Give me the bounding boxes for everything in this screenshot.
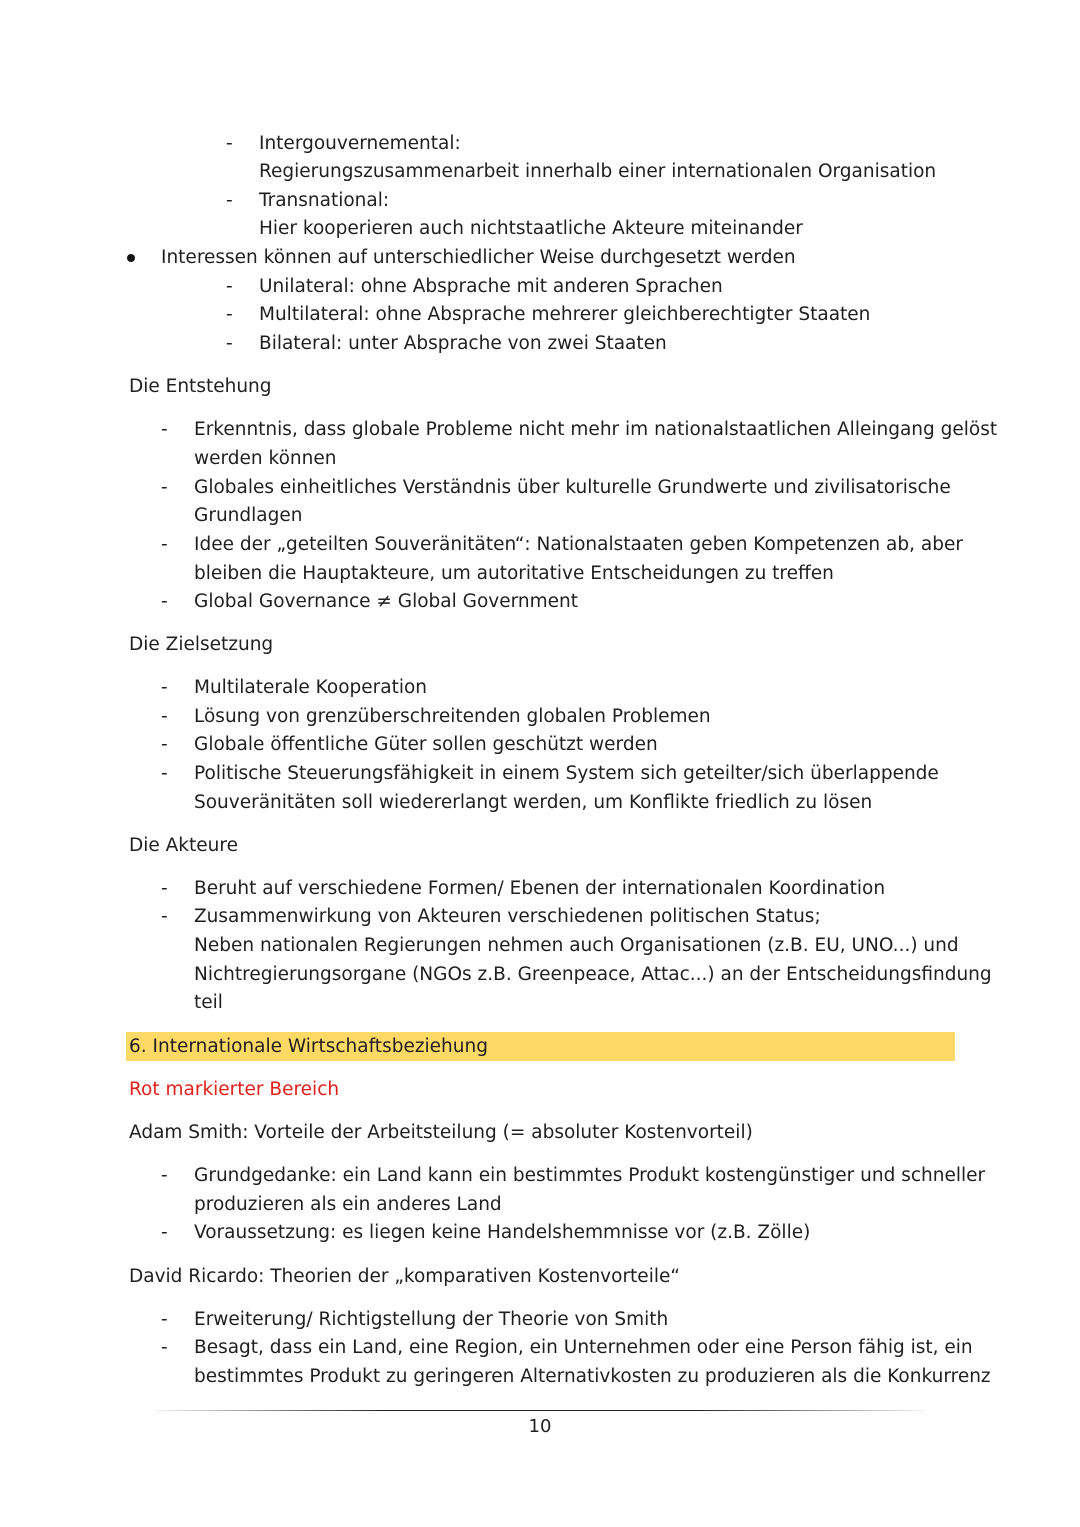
dash: -: [161, 706, 168, 727]
dash: -: [226, 276, 233, 297]
entstehung-item2-line1: Globales einheitliches Verständnis über kulturelle Grundwerte und zivilisatorische: [194, 477, 951, 498]
zielsetzung-item4-line2: Souveränitäten soll wiedererlangt werden, um Konflikte friedlich zu lösen: [194, 792, 873, 813]
dash: -: [161, 591, 168, 612]
ricardo-item2-line2: bestimmtes Produkt zu geringeren Alternativkosten zu produzieren als die Konkurrenz: [194, 1366, 991, 1387]
smith-heading: Adam Smith: Vorteile der Arbeitsteilung (= absoluter Kostenvorteil): [129, 1122, 753, 1143]
bilateral-item: Bilateral: unter Absprache von zwei Staaten: [259, 333, 667, 354]
dash: -: [161, 1309, 168, 1330]
dash: -: [226, 133, 233, 154]
multilateral-item: Multilateral: ohne Absprache mehrerer gleichberechtigter Staaten: [259, 304, 871, 325]
dash: -: [226, 190, 233, 211]
smith-item1-line1: Grundgedanke: ein Land kann ein bestimmtes Produkt kostengünstiger und schneller: [194, 1165, 986, 1186]
heading-akteure: Die Akteure: [129, 835, 238, 856]
entstehung-item3-line1: Idee der „geteilten Souveränitäten“: Nationalstaaten geben Kompetenzen ab, aber: [194, 534, 963, 555]
smith-item1-line2: produzieren als ein anderes Land: [194, 1194, 502, 1215]
dash: -: [161, 878, 168, 899]
entstehung-item2-line2: Grundlagen: [194, 505, 303, 526]
dash: -: [161, 1337, 168, 1358]
ricardo-heading: David Ricardo: Theorien der „komparativen Kostenvorteile“: [129, 1266, 680, 1287]
akteure-item2-line4: teil: [194, 992, 223, 1013]
dash: -: [161, 906, 168, 927]
dash: -: [161, 477, 168, 498]
red-note: Rot markierter Bereich: [129, 1079, 340, 1100]
ricardo-item2-line1: Besagt, dass ein Land, eine Region, ein Unternehmen oder eine Person fähig ist, ein: [194, 1337, 973, 1358]
zielsetzung-item4-line1: Politische Steuerungsfähigkeit in einem System sich geteilter/sich überlappende: [194, 763, 939, 784]
akteure-item2-line2: Neben nationalen Regierungen nehmen auch Organisationen (z.B. EU, UNO...) und: [194, 935, 959, 956]
dash: -: [161, 734, 168, 755]
footer-divider: [155, 1410, 925, 1411]
entstehung-item4: Global Governance ≠ Global Government: [194, 591, 579, 612]
zielsetzung-item1: Multilaterale Kooperation: [194, 677, 428, 698]
smith-item2: Voraussetzung: es liegen keine Handelshemmnisse vor (z.B. Zölle): [194, 1222, 811, 1243]
dash: -: [161, 763, 168, 784]
bullet-icon: [127, 254, 135, 262]
entstehung-item1-line2: werden können: [194, 448, 337, 469]
entstehung-item3-line2: bleiben die Hauptakteure, um autoritative Entscheidungen zu treffen: [194, 563, 834, 584]
section-6-heading: 6. Internationale Wirtschaftsbeziehung: [129, 1036, 488, 1057]
transnational-text: Hier kooperieren auch nichtstaatliche Akteure miteinander: [259, 218, 803, 239]
dash: -: [226, 333, 233, 354]
bullet-interessen: Interessen können auf unterschiedlicher Weise durchgesetzt werden: [161, 247, 796, 268]
zielsetzung-item2: Lösung von grenzüberschreitenden globalen Problemen: [194, 706, 711, 727]
intergouvernemental-title: Intergouvernemental:: [259, 133, 461, 154]
zielsetzung-item3: Globale öffentliche Güter sollen geschützt werden: [194, 734, 658, 755]
entstehung-item1-line1: Erkenntnis, dass globale Probleme nicht mehr im nationalstaatlichen Alleingang gelöst: [194, 419, 998, 440]
dash: -: [226, 304, 233, 325]
ricardo-item1: Erweiterung/ Richtigstellung der Theorie von Smith: [194, 1309, 669, 1330]
akteure-item2-line1: Zusammenwirkung von Akteuren verschiedenen politischen Status;: [194, 906, 821, 927]
heading-entstehung: Die Entstehung: [129, 376, 272, 397]
dash: -: [161, 534, 168, 555]
intergouvernemental-text: Regierungszusammenarbeit innerhalb einer internationalen Organisation: [259, 161, 937, 182]
dash: -: [161, 1222, 168, 1243]
unilateral-item: Unilateral: ohne Absprache mit anderen Sprachen: [259, 276, 723, 297]
page-number: 10: [528, 1416, 552, 1437]
dash: -: [161, 1165, 168, 1186]
akteure-item2-line3: Nichtregierungsorgane (NGOs z.B. Greenpeace, Attac...) an der Entscheidungsfindung: [194, 964, 992, 985]
akteure-item1: Beruht auf verschiedene Formen/ Ebenen der internationalen Koordination: [194, 878, 886, 899]
transnational-title: Transnational:: [259, 190, 390, 211]
dash: -: [161, 419, 168, 440]
dash: -: [161, 677, 168, 698]
heading-zielsetzung: Die Zielsetzung: [129, 634, 274, 655]
